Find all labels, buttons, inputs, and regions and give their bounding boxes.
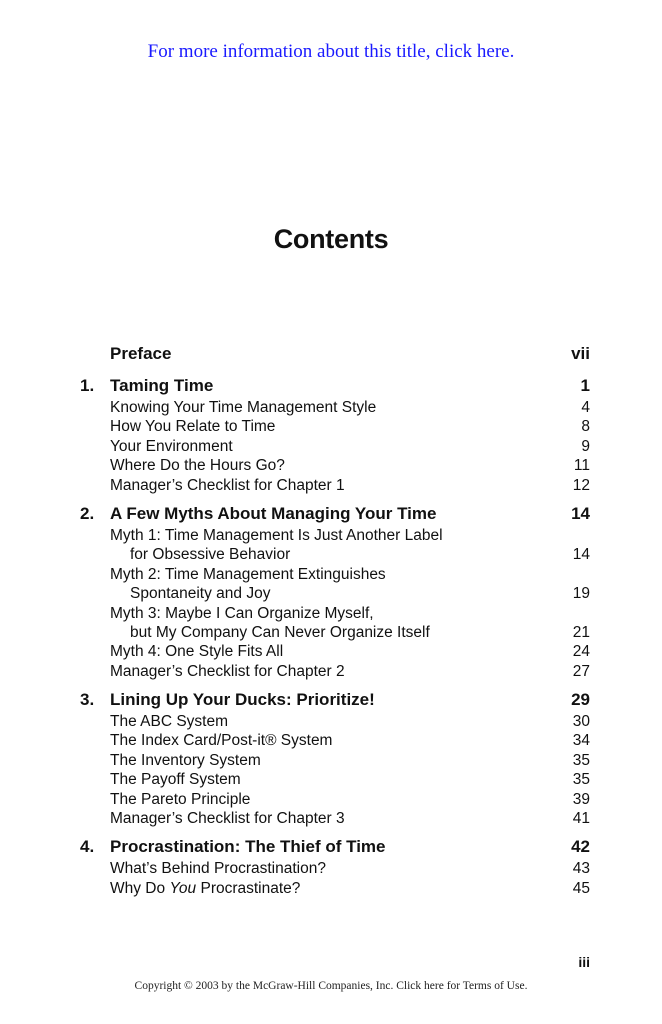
toc-page-number: vii <box>571 344 590 363</box>
toc-page-number: 9 <box>581 437 590 455</box>
toc-page-number: 11 <box>573 457 590 475</box>
page-title: Contents <box>273 224 389 254</box>
chapter-number: 1. <box>80 376 95 395</box>
toc-entry[interactable] <box>0 456 662 475</box>
toc-page-number: 30 <box>572 713 590 731</box>
toc-heading-label: Preface <box>110 344 172 363</box>
copyright-notice[interactable]: Copyright © 2003 by the McGraw-Hill Companies, Inc. Click here for Terms of Use. <box>134 980 528 992</box>
toc-page-number: 8 <box>581 418 590 436</box>
toc-entry-continued[interactable] <box>0 623 662 642</box>
toc-entry[interactable] <box>0 770 662 789</box>
toc-page-number: 43 <box>572 860 590 878</box>
chapter-number: 4. <box>80 837 95 857</box>
toc-entry-label-continued: Spontaneity and Joy <box>130 585 271 603</box>
table-of-contents <box>0 342 662 898</box>
page-folio: iii <box>578 954 590 970</box>
toc-entry[interactable] <box>0 604 662 623</box>
toc-entry[interactable] <box>0 809 662 828</box>
toc-entry-label: The Index Card/Post-it® System <box>110 732 333 750</box>
toc-page-number: 19 <box>572 585 590 603</box>
toc-entry-label: Myth 4: One Style Fits All <box>110 643 284 661</box>
toc-entry[interactable] <box>0 526 662 545</box>
label-part: Procrastinate? <box>196 879 301 897</box>
toc-page-number: 29 <box>571 690 590 710</box>
toc-entry-label: Myth 1: Time Management Is Just Another Label <box>110 526 443 544</box>
toc-page-number: 14 <box>571 503 590 523</box>
toc-page-number: 12 <box>572 476 590 494</box>
toc-page-number: 4 <box>581 399 590 416</box>
toc-entry-label: Myth 2: Time Management Extinguishes <box>110 565 386 583</box>
toc-chapter-2[interactable] <box>0 502 662 526</box>
toc-entry[interactable] <box>0 565 662 584</box>
toc-entry-label: Your Environment <box>110 437 233 455</box>
toc-page-number: 45 <box>572 879 590 897</box>
toc-page-number: 24 <box>572 643 590 661</box>
toc-entry[interactable] <box>0 417 662 436</box>
toc-entry-label: Knowing Your Time Management Style <box>110 399 377 416</box>
toc-entry-label-continued: for Obsessive Behavior <box>130 546 291 564</box>
toc-entry-label: The ABC System <box>110 713 229 731</box>
toc-entry-label: What’s Behind Procrastination? <box>110 860 326 878</box>
label-part: Why Do <box>110 879 170 897</box>
toc-entry[interactable] <box>0 731 662 750</box>
toc-entry-label: The Inventory System <box>110 751 261 769</box>
toc-entry-label: Manager’s Checklist for Chapter 1 <box>110 476 345 494</box>
chapter-title: Taming Time <box>110 376 214 395</box>
toc-preface[interactable] <box>0 342 662 366</box>
toc-entry-label: Myth 3: Maybe I Can Organize Myself, <box>110 604 374 622</box>
toc-page-number: 1 <box>580 376 590 395</box>
toc-page-number: 27 <box>572 662 590 680</box>
toc-entry[interactable] <box>0 859 662 878</box>
toc-entry[interactable] <box>0 712 662 731</box>
chapter-title: A Few Myths About Managing Your Time <box>110 503 437 523</box>
toc-entry[interactable] <box>0 662 662 681</box>
toc-entry-label: Manager’s Checklist for Chapter 3 <box>110 810 345 828</box>
toc-entry-continued[interactable] <box>0 584 662 603</box>
toc-entry-label: How You Relate to Time <box>110 418 276 436</box>
toc-page-number: 21 <box>572 623 590 641</box>
chapter-number: 3. <box>80 690 95 710</box>
toc-page-number: 41 <box>572 810 590 828</box>
toc-entry-continued[interactable] <box>0 545 662 564</box>
chapter-title: Procrastination: The Thief of Time <box>110 837 386 857</box>
more-info-link[interactable]: For more information about this title, click here. <box>147 41 515 62</box>
chapter-title: Lining Up Your Ducks: Prioritize! <box>110 690 375 710</box>
toc-entry-label-continued: but My Company Can Never Organize Itself <box>130 623 430 641</box>
toc-entry-label <box>110 879 300 898</box>
toc-page-number: 35 <box>572 771 590 789</box>
toc-chapter-4[interactable] <box>0 835 662 859</box>
toc-entry-label: The Pareto Principle <box>110 790 251 808</box>
toc-chapter-1[interactable] <box>0 374 662 398</box>
toc-entry[interactable] <box>0 879 662 898</box>
toc-page-number: 34 <box>572 732 590 750</box>
toc-entry[interactable] <box>0 790 662 809</box>
toc-entry-label: Manager’s Checklist for Chapter 2 <box>110 662 345 680</box>
toc-entry[interactable] <box>0 751 662 770</box>
toc-entry[interactable] <box>0 476 662 495</box>
toc-chapter-3[interactable] <box>0 688 662 712</box>
toc-entry[interactable] <box>0 437 662 456</box>
toc-page-number: 14 <box>572 546 590 564</box>
chapter-number: 2. <box>80 503 95 523</box>
toc-page-number: 35 <box>572 751 590 769</box>
toc-entry[interactable] <box>0 398 662 417</box>
toc-page-number: 42 <box>571 837 590 857</box>
toc-entry-label: Where Do the Hours Go? <box>110 457 285 475</box>
label-emphasis: You <box>169 879 197 897</box>
toc-entry[interactable] <box>0 642 662 661</box>
toc-page-number: 39 <box>572 790 590 808</box>
toc-entry-label: The Payoff System <box>110 771 241 789</box>
